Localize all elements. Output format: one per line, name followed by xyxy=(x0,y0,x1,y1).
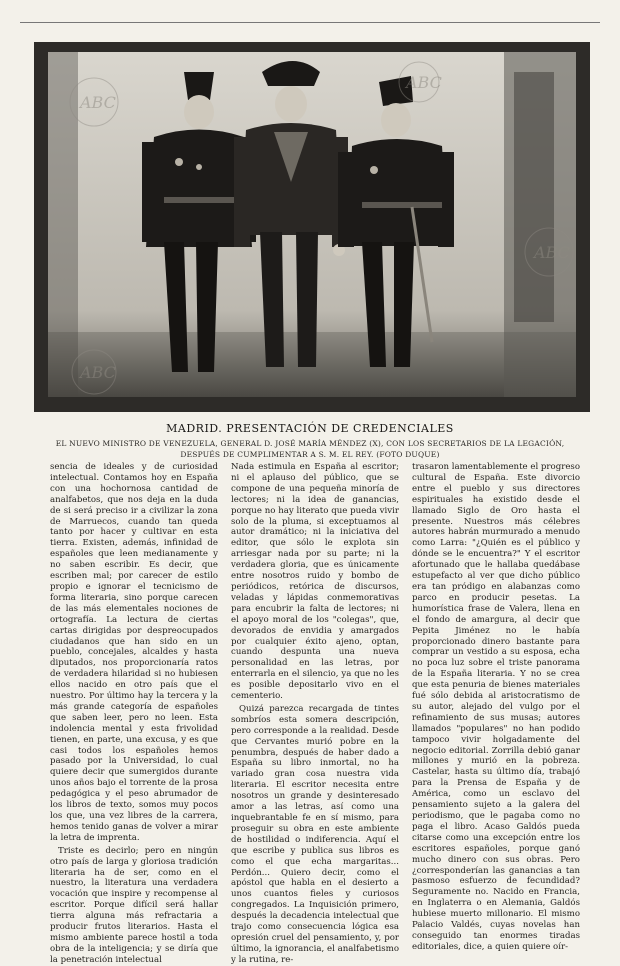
photo-illustration xyxy=(34,42,590,412)
paragraph: sencia de ideales y de curiosidad intelectual. Contamos hoy en España con una hochornosa cantidad de analfabetos, que nos deja en la duda de si será preciso ir a civilizar la zona de Marruecos, cuando tan queda tanto por hacer y cultivar en esta tierra. Existen, además, infinidad de españoles que leen medianamente y no saben escribir. Es decir, que escriben mal; por carecer de estilo propio e ignorar el tecnicismo de forma literaria, sino porque carecen de las más elementales nociones de ortografía. La lectura de ciertas cartas dirigidas por despreocupados ciudadanos que han sido en un pueblo, concejales, alcaldes y hasta diputados, nos proporcionaría ratos de verdadera hilaridad si no hubiesen ellos nacido en otro país que el nuestro. Por último hay la tercera y la más grande categoría de españoles que saben leer, pero no leen. Esta indolencia mental y esta frivolidad tienen, en parte, una excusa, y es que casi todos los españoles hemos pasado por la Universidad, lo cual quiere decir que sumergidos durante unos años bajo el torrente de la prosa pedagógica y el peso abrumador de los libros de texto, somos muy pocos los que, una vez libres de la carrera, hemos tenido ganas de volver a mirar la letra de imprenta. xyxy=(50,462,218,843)
paragraph: Quizá parezca recargada de tintes sombríos esta somera descripción, pero corresponde a la realidad. Desde que Cervantes murió pobre en la penumbra, después de haber dado a España su libro inmortal, no ha variado gran cosa nuestra vida literaria. El escritor necesita entre nosotros un grande y desinteresado amor a las letras, así como una inquebrantable fe en sí mismo, para proseguir su obra en este ambiente de hostilidad o indiferencia. Aquí el que escribe y publica sus libros es como el que echa margaritas... Perdón... Quiero decir, como el apóstol que habla en el desierto a unos cuantos fieles y curiosos congregados. La Inquisición primero, después la decadencia intelectual que trajo como consecuencia lógica esa opresión cruel del pensamiento, y, por último, la ignorancia, el analfabetismo y la rutina, re- xyxy=(231,703,399,965)
article-column-2 xyxy=(231,462,399,965)
photograph xyxy=(34,42,590,412)
article-column-1 xyxy=(50,462,218,965)
article-column-3 xyxy=(412,462,580,952)
watermark-top-left: ABC xyxy=(80,93,116,112)
top-rule xyxy=(20,22,600,23)
watermark-bottom-left: ABC xyxy=(80,363,116,382)
paragraph: Triste es decirlo; pero en ningún otro país de larga y gloriosa tradición literaria ha de ser, como en el nuestro, la literatura una verdadera vocación que inspire y recompense al escritor. Porque difícil será hallar tierra alguna más refractaria a producir frutos literarios. Hasta el mismo ambiente parece hostil a toda obra de la inteligencia; y se diría que la penetración intelectual xyxy=(50,845,218,965)
watermark-top-right: ABC xyxy=(406,73,442,92)
article-columns xyxy=(50,462,580,965)
caption-title: MADRID. PRESENTACIÓN DE CREDENCIALES xyxy=(166,422,454,435)
paragraph: Nada estimula en España al escritor; ni el aplauso del público, que se compone de una pequeña minoría de lectores; ni la idea de ganancias, porque no hay literato que pueda vivir solo de la pluma, si exceptuamos al autor dramático; ni la iniciativa del editor, que sólo le explota sin arriesgar nada por su parte; ni la verdadera gloria, que es únicamente entre nosotros ruido y bombo de periódicos, retórica de discursos, veladas y lápidas conmemorativas para encubrir la falta de lectores; ni el apoyo moral de los "colegas", que, devorados de envidia y amargados por cualquier éxito ajeno, optan, cuando despunta una nueva personalidad en las letras, por enterrarla en el silencio, ya que no les es posible depositarlo vivo en el cementerio. xyxy=(231,462,399,702)
watermark-right: ABC xyxy=(534,243,570,262)
paragraph: trasaron lamentablemente el progreso cultural de España. Este divorcio entre el pueblo y sus directores espirituales ha existido desde el llamado Siglo de Oro hasta el presente. Nuestros más célebres autores habrán murmurado a menudo como Larra: "¿Quién es el público y dónde se le encuentra?" Y el escritor afortunado que le hallaba quedábase estupefacto al ver que dicho público era tan pródigo en alabanzas como parco en producir pesetas. La humorística frase de Valera, llena en el fondo de amargura, al decir que Pepita Jiménez no le había proporcionado dinero bastante para comprar un vestido a su esposa, echa no poca luz sobre el triste panorama de la España literaria. Y no se crea que esta penuria de bienes materiales fué sólo debida al aristocratismo de su autor, alejado del vulgo por el refinamiento de sus musas; autores llamados "populares" no han podido tampoco vivir holgadamente del negocio editorial. Zorrilla debió ganar millones y murió en la pobreza. Castelar, hasta su último día, trabajó para la Prensa de España y de América, como un esclavo del pensamiento sujeto a la galera del periodismo, que le pagaba como no paga el libro. Acaso Galdós pueda citarse como una excepción entre los escritores españoles, porque ganó mucho dinero con sus obras. Pero ¿corresponderían las ganancias a tan pasmoso esfuerzo de fecundidad? Seguramente no. Nacido en Francia, en Inglaterra o en Alemania, Galdós hubiese muerto millonario. El mismo Palacio Valdés, cuyas novelas han conseguido tan enormes tiradas editoriales, dice, a quien quiere oír- xyxy=(412,462,580,952)
caption-subtitle: EL NUEVO MINISTRO DE VENEZUELA, GENERAL D. JOSÉ MARÍA MÉNDEZ (X), CON LOS SECRETARIOS DE LA LEGACIÓN, DESPUÉS DE CUMPLIMENTAR A S. M. EL REY. (FOTO DUQUE) xyxy=(55,439,565,459)
